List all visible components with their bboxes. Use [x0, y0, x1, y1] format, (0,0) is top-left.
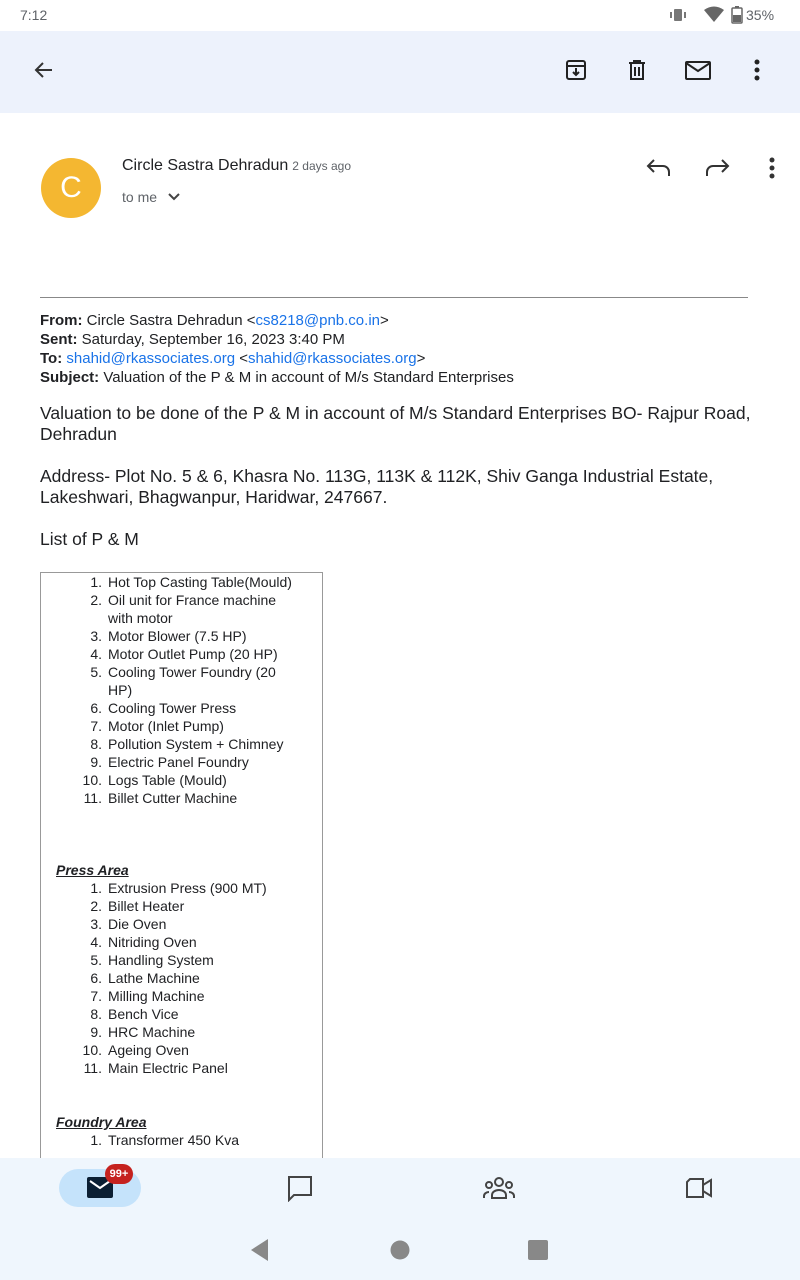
list-item-text: Oil unit for France machine with motor: [108, 592, 277, 626]
sender-avatar[interactable]: C: [41, 158, 101, 218]
sent-value: Saturday, September 16, 2023 3:40 PM: [81, 331, 345, 348]
archive-icon: [564, 58, 588, 82]
vibrate-icon: [668, 7, 688, 23]
list-item-text: Pollution System + Chimney: [108, 736, 284, 752]
meet-icon: [685, 1177, 713, 1199]
list-item: [81, 897, 322, 915]
sent-label: Sent:: [40, 331, 78, 348]
list-item-number: 10.: [82, 1042, 102, 1058]
more-icon: [769, 157, 775, 179]
list-item-number: 3.: [90, 916, 102, 932]
list-item: [81, 717, 322, 735]
list-item: [81, 969, 322, 987]
list-item-number: 7.: [90, 718, 102, 734]
spaces-icon: [483, 1176, 515, 1200]
list-item-number: 6.: [90, 700, 102, 716]
list-item-number: 1.: [90, 1132, 102, 1148]
list-item: [81, 1131, 322, 1149]
list-item-text: Billet Heater: [108, 898, 185, 914]
list-item-number: 1.: [90, 574, 102, 590]
divider: [40, 297, 748, 298]
body-paragraph-3: List of P & M: [40, 529, 139, 549]
chevron-down-icon: [167, 192, 181, 202]
list-item-text: Handling System: [108, 952, 214, 968]
list-item-number: 8.: [90, 1006, 102, 1022]
body-paragraph-1: Valuation to be done of the P & M in account of M/s Standard Enterprises BO- Rajpur Road, Dehradun: [40, 403, 751, 444]
to-label: To:: [40, 350, 63, 367]
reply-button[interactable]: [638, 148, 678, 188]
delete-button[interactable]: [617, 50, 657, 90]
list-item: [81, 735, 322, 753]
sender-name: Circle Sastra Dehradun: [122, 157, 289, 174]
list-item-number: 6.: [90, 970, 102, 986]
list-item-text: Transformer 450 Kva: [108, 1132, 239, 1148]
list-item-text: Electric Panel Foundry: [108, 754, 249, 770]
subject-value: Valuation of the P & M in account of M/s Standard Enterprises: [103, 369, 514, 386]
list-item: [81, 753, 322, 771]
list-item-number: 7.: [90, 988, 102, 1004]
mail-icon: [684, 58, 712, 82]
list-item: [81, 933, 322, 951]
subject-label: Subject:: [40, 369, 100, 386]
list-item: [81, 1041, 322, 1059]
sender-line: [122, 157, 351, 175]
more-options-button[interactable]: [737, 50, 777, 90]
chat-icon: [286, 1174, 314, 1202]
body-paragraph-2: Address- Plot No. 5 & 6, Khasra No. 113G, 113K & 112K, Shiv Ganga Industrial Estate, Lakeshwari, Bhagwanpur, Haridwar, 247667.: [40, 466, 714, 507]
list-item-text: Main Electric Panel: [108, 1060, 228, 1076]
list-item: [81, 1005, 322, 1023]
list-item-text: Milling Machine: [108, 988, 205, 1004]
from-email-link[interactable]: cs8218@pnb.co.in: [255, 312, 380, 329]
list-item-text: Cooling Tower Press: [108, 700, 237, 716]
list-foundry: [41, 1131, 322, 1149]
battery-level: 35%: [746, 7, 775, 23]
list-item-text: Nitriding Oven: [108, 934, 197, 950]
to-email-link[interactable]: shahid@rkassociates.org: [66, 350, 236, 367]
list-item: [81, 1059, 322, 1077]
list-item-text: Cooling Tower Foundry (20 HP): [108, 664, 276, 698]
list-item: [81, 591, 322, 627]
list-item-text: Motor Blower (7.5 HP): [108, 628, 247, 644]
section-title-press: Press Area: [56, 862, 129, 878]
more-icon: [754, 59, 760, 81]
mark-unread-button[interactable]: [678, 50, 718, 90]
list-item: [81, 573, 322, 591]
message-more-button[interactable]: [752, 148, 792, 188]
list-item-number: 11.: [83, 1060, 102, 1076]
nav-chat[interactable]: [280, 1168, 320, 1208]
recipient-label: to me: [122, 189, 158, 205]
forward-button[interactable]: [698, 148, 738, 188]
unread-badge: 99+: [105, 1164, 133, 1184]
forwarded-headers: From: Circle Sastra Dehradun <cs8218@pnb.co.in> Sent: Saturday, September 16, 2023 3:40 PM To: shahid@rkassociates.org <shahid@rkassociates.org> Subject: Valuation of the P & M in account of M/s Standard Enterprises: [40, 312, 514, 386]
list-item: [81, 771, 322, 789]
list-item: [81, 663, 322, 699]
nav-spaces[interactable]: [479, 1168, 519, 1208]
list-item-text: Motor (Inlet Pump): [108, 718, 224, 734]
list-item-number: 11.: [83, 790, 102, 806]
list-item-number: 4.: [90, 934, 102, 950]
top-app-bar: [0, 31, 800, 113]
email-time: 2 days ago: [292, 159, 352, 173]
list-item-text: Billet Cutter Machine: [108, 790, 238, 806]
from-label: From:: [40, 312, 83, 329]
list-item-number: 3.: [90, 628, 102, 644]
list-item: [81, 645, 322, 663]
list-item-number: 10.: [82, 772, 102, 788]
list-item-text: Ageing Oven: [108, 1042, 189, 1058]
from-name: Circle Sastra Dehradun: [86, 312, 243, 329]
clock: 7:12: [20, 7, 48, 23]
list-item-text: Motor Outlet Pump (20 HP): [108, 646, 278, 662]
archive-button[interactable]: [556, 50, 596, 90]
wifi-icon: [704, 6, 724, 23]
battery-icon: [731, 6, 743, 24]
list-item: [81, 699, 322, 717]
list-item-text: Logs Table (Mould): [108, 772, 227, 788]
to-email-link-2[interactable]: shahid@rkassociates.org: [247, 350, 417, 367]
list-item-number: 8.: [90, 736, 102, 752]
forward-icon: [705, 158, 731, 178]
status-bar: [0, 0, 800, 31]
list-item-number: 9.: [90, 1024, 102, 1040]
system-recents-icon[interactable]: [528, 1240, 548, 1260]
back-button[interactable]: [24, 50, 64, 90]
system-home-icon[interactable]: [390, 1240, 410, 1260]
section-title-foundry: Foundry Area: [56, 1114, 147, 1130]
list-item: [81, 951, 322, 969]
list-item-number: 2.: [90, 898, 102, 914]
recipient-toggle[interactable]: [122, 189, 181, 205]
list-item-number: 5.: [90, 664, 102, 680]
back-icon: [32, 58, 56, 82]
list-item-number: 1.: [90, 880, 102, 896]
list-item: [81, 1023, 322, 1041]
reply-icon: [645, 158, 671, 178]
nav-meet[interactable]: [679, 1168, 719, 1208]
list-item-number: 4.: [90, 646, 102, 662]
list-item-text: Die Oven: [108, 916, 167, 932]
list-item-number: 2.: [90, 592, 102, 608]
list-item: [81, 915, 322, 933]
list-item: [81, 627, 322, 645]
list-item-text: Lathe Machine: [108, 970, 200, 986]
list-item-text: HRC Machine: [108, 1024, 196, 1040]
list-item: [81, 789, 322, 807]
list-item: [81, 879, 322, 897]
list-item-number: 5.: [90, 952, 102, 968]
list-item-text: Hot Top Casting Table(Mould): [108, 574, 292, 590]
list-item-number: 9.: [90, 754, 102, 770]
system-back-icon[interactable]: [248, 1238, 270, 1262]
list-item-text: Bench Vice: [108, 1006, 179, 1022]
list-item-text: Extrusion Press (900 MT): [108, 880, 267, 896]
list-item: [81, 987, 322, 1005]
equipment-list-box: [40, 572, 323, 1192]
list-general: [41, 573, 322, 807]
list-press: [41, 879, 322, 1077]
delete-icon: [625, 58, 649, 82]
